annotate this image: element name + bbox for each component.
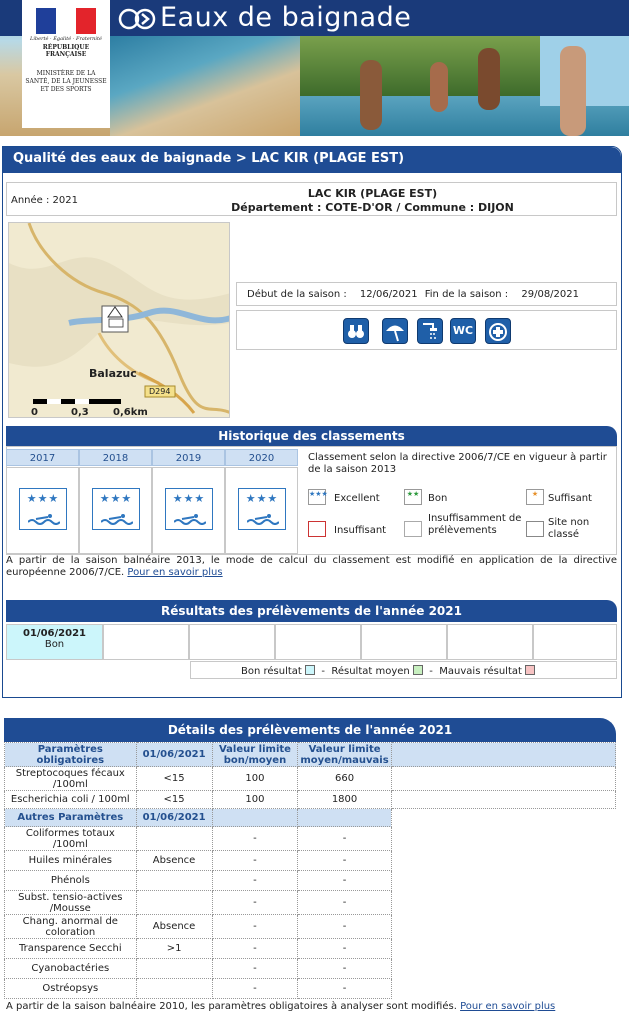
legend-moyen-result: Résultat moyen [331,666,410,677]
header-autres: Autres Paramètres [5,809,137,827]
param-limit-mauvais: - [298,939,391,959]
result-cell-empty [103,624,189,660]
result-cell-empty [189,624,275,660]
result-cell-empty [447,624,533,660]
excellent-icon: ★★★ [308,489,326,505]
header-date-2: 01/06/2021 [136,809,212,827]
non-classe-icon [526,521,544,537]
suffisant-icon: ★ [526,489,544,505]
standing-person [560,46,586,136]
table-row [5,851,616,871]
jumping-person-1 [360,60,382,130]
season-end-date: 29/08/2021 [521,289,579,300]
map-place-label: Balazuc [89,367,137,380]
bon-icon: ★★ [404,489,422,505]
history-more-link[interactable]: Pour en savoir plus [127,567,223,578]
site-info [6,182,617,216]
param-value [136,871,212,891]
header-empty [212,809,298,827]
param-name: Chang. anormal de coloration [5,915,137,939]
history-year-2018: 2018 [79,449,152,466]
details-note [6,1001,617,1012]
empty-cell [391,791,615,809]
details-section [4,718,616,999]
param-name: Escherichia coli / 100ml [5,791,137,809]
param-value: <15 [136,767,212,791]
history-class-2018 [79,467,152,554]
site-map[interactable] [8,222,230,418]
excellent-badge-icon [92,488,140,530]
trees-photo [300,36,540,96]
param-limit-mauvais: - [298,891,391,915]
param-limit-bon: - [212,871,298,891]
history-year-2017: 2017 [6,449,79,466]
param-limit-mauvais: - [298,959,391,979]
season-start-date: 12/06/2021 [359,289,418,300]
history-class-2019 [152,467,225,554]
history-class-2020 [225,467,298,554]
param-limit-bon: - [212,939,298,959]
param-value [136,827,212,851]
param-limit-mauvais: - [298,915,391,939]
table-row [5,979,616,999]
param-value [136,959,212,979]
history-heading: Historique des classements [6,426,617,446]
param-limit-mauvais: - [298,979,391,999]
map-scale-2: 0,6km [113,407,148,418]
map-road-label: D294 [149,387,171,396]
table-row [5,959,616,979]
table-row [5,791,616,809]
param-limit-bon: - [212,979,298,999]
header-empty [391,743,615,767]
stars: ★★★ [99,492,133,505]
result-cell-empty [533,624,617,660]
table-row [5,915,616,939]
banner-title: Eaux de baignade [160,2,412,33]
page-breadcrumb: Qualité des eaux de baignade > LAC KIR (PLAGE EST) [3,147,621,173]
param-limit-bon: 100 [212,791,298,809]
legend-bon-label: Bon [428,493,448,504]
param-value: Absence [136,915,212,939]
param-limit-mauvais: 660 [298,767,391,791]
param-limit-bon: - [212,827,298,851]
param-name: Ostréopsys [5,979,137,999]
logo-arrows-icon [118,8,158,30]
legend-bon-result: Bon résultat [241,666,302,677]
jumping-person-2 [430,62,448,112]
shower-icon[interactable] [417,318,443,344]
site-banner [0,0,629,136]
site-location: Département : COTE-D'OR / Commune : DIJON [231,201,514,214]
legend-mauvais-result: Mauvais résultat [439,666,522,677]
logo-ministry: MINISTÈRE DE LA SANTÉ, DE LA JEUNESSE ET DES SPORTS [25,70,107,93]
param-limit-bon: - [212,891,298,915]
header-limit-bon: Valeur limite bon/moyen [212,743,298,767]
result-cell-0601 [6,624,103,660]
first-aid-icon[interactable] [485,318,511,344]
result-cell-empty [275,624,361,660]
param-limit-bon: - [212,959,298,979]
table-row [5,767,616,791]
param-name: Transparence Secchi [5,939,137,959]
wc-label: WC [452,324,474,337]
param-name: Cyanobactéries [5,959,137,979]
empty-cell [391,915,615,939]
map-graphic [9,223,230,418]
excellent-badge-icon [19,488,67,530]
classification-legend [304,449,617,553]
services-bar [236,310,617,350]
history-year-2020: 2020 [225,449,298,466]
insuff-prelev-icon [404,521,422,537]
results-heading: Résultats des prélèvements de l'année 2021 [6,600,617,622]
history-year-2019: 2019 [152,449,225,466]
param-name: Coliformes totaux /100ml [5,827,137,851]
param-limit-mauvais: - [298,851,391,871]
ministry-logo [22,0,110,128]
param-name: Phénols [5,871,137,891]
swatch-moyen [413,665,423,675]
table-row [5,891,616,915]
site-name: LAC KIR (PLAGE EST) [307,187,438,200]
binoculars-icon[interactable] [343,318,369,344]
param-limit-mauvais: - [298,871,391,891]
legend-insuff-prelev-label: Insuffisamment de prélèvements [428,513,522,536]
param-value: >1 [136,939,212,959]
map-scale-0: 0 [31,407,38,418]
stars: ★★★ [26,492,60,505]
classification-description: Classement selon la directive 2006/7/CE en vigueur à partir de la saison 2013 [308,452,607,475]
history-note-text: A partir de la saison balnéaire 2013, le mode de calcul du classement est modifié en application de la directive européenne 2006/7/CE. [6,555,617,578]
empty-cell [391,891,615,915]
table-row [5,939,616,959]
stars: ★★★ [172,492,206,505]
header-date: 01/06/2021 [136,743,212,767]
stars: ★★★ [245,492,279,505]
excellent-badge-icon [165,488,213,530]
beach-photo [110,36,310,136]
parasol-icon[interactable] [382,318,408,344]
param-limit-bon: - [212,851,298,871]
result-value: Bon [44,639,65,650]
history-class-2017 [6,467,79,554]
empty-cell [391,809,615,827]
legend-suffisant-label: Suffisant [548,493,592,504]
logo-republic: RÉPUBLIQUE FRANÇAISE [42,44,90,58]
empty-cell [391,767,615,791]
param-limit-bon: 100 [212,767,298,791]
table-row [5,827,616,851]
results-legend: Bon résultat - Résultat moyen - Mauvais résultat [190,661,617,679]
param-value [136,979,212,999]
map-scale-1: 0,3 [71,407,89,418]
details-heading: Détails des prélèvements de l'année 2021 [4,718,616,742]
param-value [136,891,212,915]
param-limit-bon: - [212,915,298,939]
param-value: <15 [136,791,212,809]
table-row [5,871,616,891]
empty-cell [391,979,615,999]
result-cell-empty [361,624,447,660]
history-note [6,555,617,579]
legend-insuffisant-label: Insuffisant [334,525,387,536]
swatch-mauvais [525,665,535,675]
season-end-label: Fin de la saison : [424,289,509,300]
excellent-badge-icon [238,488,286,530]
details-table [4,742,616,999]
header-empty [298,809,391,827]
param-name: Streptocoques fécaux /100ml [5,767,137,791]
header-limit-mauvais: Valeur limite moyen/mauvais [298,743,391,767]
jumping-person-3 [478,48,500,110]
empty-cell [391,851,615,871]
legend-non-classe-label: Site non classé [548,517,590,540]
logo-motto: Liberté · Égalité · Fraternité [30,36,102,42]
param-name: Huiles minérales [5,851,137,871]
param-limit-mauvais: - [298,827,391,851]
header-param-oblig: Paramètres obligatoires [5,743,137,767]
param-value: Absence [136,851,212,871]
empty-cell [391,959,615,979]
empty-cell [391,871,615,891]
details-note-text: A partir de la saison balnéaire 2010, les paramètres obligatoires à analyser sont modifiés. [6,1001,457,1012]
legend-excellent-label: Excellent [334,493,380,504]
result-date: 01/06/2021 [23,628,86,639]
param-limit-mauvais: 1800 [298,791,391,809]
swatch-bon [305,665,315,675]
french-flag-icon [36,8,96,34]
param-name: Subst. tensio-actives /Mousse [5,891,137,915]
insuffisant-icon [308,521,326,537]
season-dates [236,282,617,306]
details-more-link[interactable]: Pour en savoir plus [460,1001,556,1012]
empty-cell [391,827,615,851]
season-start-label: Début de la saison : [247,289,347,300]
wc-icon[interactable] [450,318,476,344]
year-label: Année : 2021 [11,195,78,206]
empty-cell [391,939,615,959]
